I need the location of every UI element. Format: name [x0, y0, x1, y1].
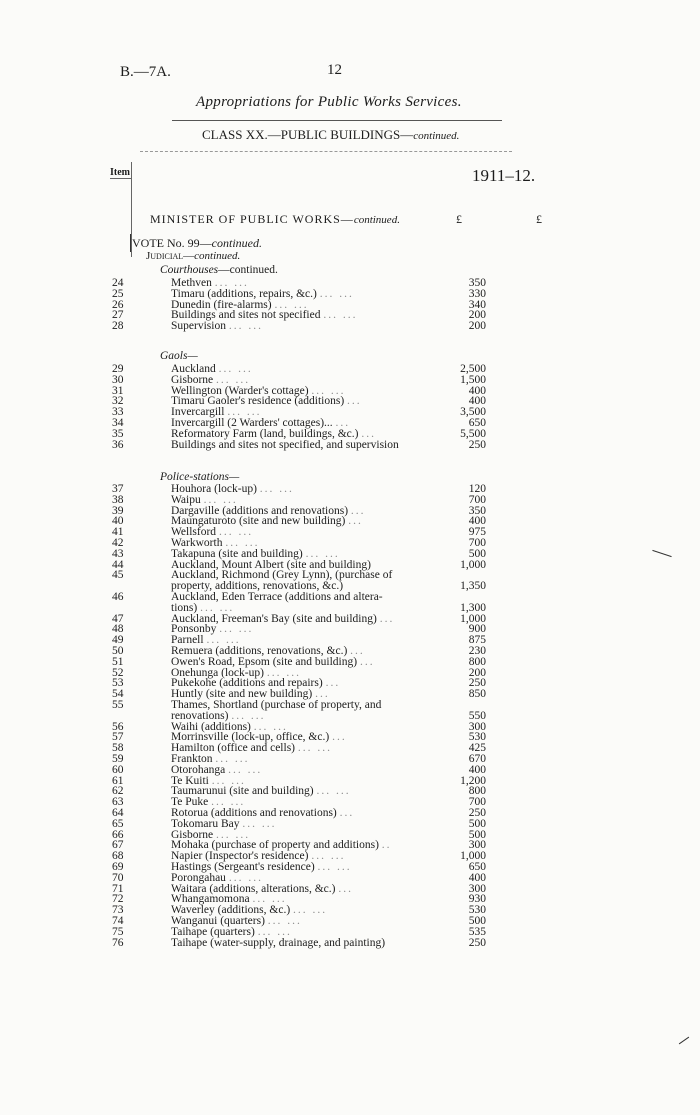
- item-description-text: Supervision: [171, 320, 226, 333]
- item-number: 63: [112, 796, 124, 809]
- police-stations-heading: [160, 471, 239, 483]
- item-amount: 650: [468, 417, 486, 429]
- item-description-text: Auckland, Freeman's Bay (site and building): [171, 612, 377, 625]
- item-amount: 3,500: [460, 406, 486, 419]
- item-number: 73: [112, 904, 124, 917]
- item-number: 40: [112, 515, 124, 528]
- item-leader-dots: ... ...: [323, 309, 358, 322]
- item-number: 60: [112, 763, 124, 776]
- item-amount: 120: [468, 483, 486, 495]
- vote-label: VOTE No. 99—: [132, 236, 212, 250]
- item-description-text: Porongahau: [171, 871, 226, 884]
- item-leader-dots: ... ...: [216, 373, 251, 386]
- item-amount: 1,000: [460, 850, 486, 863]
- item-leader-dots: ... ...: [293, 904, 328, 917]
- item-description-text: Morrinsville (lock-up, office, &c.): [171, 731, 330, 744]
- page-title: Appropriations for Public Works Services.: [196, 94, 462, 110]
- item-amount: 200: [468, 666, 486, 679]
- item-amount: 400: [468, 763, 486, 776]
- item-amount: 1,350: [460, 580, 486, 593]
- item-amount: 250: [468, 677, 486, 690]
- item-description-text: property, additions, renovations, &c.): [171, 580, 344, 593]
- item-header-underline: [110, 178, 131, 179]
- item-number: 68: [112, 850, 124, 863]
- item-amount: 1,200: [460, 774, 486, 787]
- item-number: 37: [112, 483, 124, 495]
- item-amount: 300: [468, 882, 486, 895]
- item-leader-dots: ... ...: [211, 774, 246, 787]
- vote-continued: continued.: [211, 236, 262, 250]
- item-description-text: Ponsonby: [171, 623, 217, 636]
- item-amount: 1,000: [460, 558, 486, 571]
- item-leader-dots: ... ...: [228, 320, 263, 333]
- item-leader-dots: ...: [348, 515, 363, 528]
- item-number: 27: [112, 309, 124, 322]
- minister-continued: continued.: [353, 214, 400, 226]
- item-leader-dots: ... ...: [259, 483, 294, 495]
- item-leader-dots: ...: [338, 882, 353, 895]
- item-number: 35: [112, 427, 124, 440]
- item-amount: 500: [468, 547, 486, 560]
- item-number: 48: [112, 623, 124, 636]
- item-number: 51: [112, 655, 124, 668]
- item-number: 57: [112, 731, 124, 744]
- item-number: 58: [112, 742, 124, 755]
- item-description-text: Taihape (quarters): [171, 925, 255, 938]
- item-amount: 535: [468, 925, 486, 938]
- item-leader-dots: ... ...: [203, 493, 238, 506]
- item-leader-dots: ... ...: [305, 547, 340, 560]
- judicial-label: Judicial—: [146, 250, 195, 262]
- item-leader-dots: ... ...: [211, 796, 246, 809]
- item-leader-dots: ...: [325, 677, 341, 690]
- item-number: 26: [112, 298, 124, 311]
- item-amount: 530: [468, 731, 486, 744]
- item-description-text: Napier (Inspector's residence): [171, 850, 309, 863]
- item-amount: 330: [468, 287, 486, 300]
- item-leader-dots: ...: [335, 417, 351, 429]
- item-description-text: Invercargill (2 Warders' cottages)...: [171, 417, 333, 429]
- item-description-text: Auckland: [171, 363, 216, 375]
- item-leader-dots: ...: [347, 395, 362, 408]
- item-amount: 670: [468, 753, 486, 765]
- item-leader-dots: ... ...: [227, 406, 262, 419]
- item-amount: 400: [468, 515, 486, 528]
- item-number: 66: [112, 828, 124, 841]
- item-number: 32: [112, 395, 124, 408]
- item-description-text: Mohaka (purchase of property and additions): [171, 839, 379, 852]
- item-description-text: Timaru (additions, repairs, &c.): [171, 287, 317, 300]
- item-number: 59: [112, 753, 124, 765]
- item-amount: 500: [468, 817, 486, 830]
- item-number: 53: [112, 677, 124, 690]
- item-description: [171, 937, 385, 949]
- item-leader-dots: ...: [332, 731, 347, 744]
- item-amount: 250: [468, 438, 486, 451]
- item-number: 49: [112, 634, 124, 647]
- item-description-text: Waihi (additions): [171, 720, 251, 733]
- item-amount: 550: [468, 709, 486, 722]
- item-number: 39: [112, 504, 124, 517]
- item-amount: 930: [468, 893, 486, 906]
- item-amount: 530: [468, 904, 486, 917]
- item-leader-dots: ... ...: [267, 915, 302, 927]
- item-description-text: Taumarunui (site and building): [171, 785, 314, 798]
- item-number: 55: [112, 699, 124, 711]
- item-leader-dots: ...: [379, 612, 395, 625]
- item-description-text: Wanganui (quarters): [171, 915, 265, 927]
- item-amount: 1,000: [460, 612, 486, 625]
- item-leader-dots: ...: [339, 807, 355, 819]
- item-number: 75: [112, 925, 124, 938]
- courthouses-heading: [160, 264, 278, 276]
- item-number: 29: [112, 363, 124, 375]
- year-header: 1911–12.: [472, 166, 536, 185]
- item-leader-dots: ... ...: [218, 526, 254, 539]
- item-number: 31: [112, 384, 124, 397]
- item-leader-dots: ...: [350, 645, 365, 657]
- courthouses-label: Courthouses: [160, 264, 219, 276]
- item-description-text: Dargaville (additions and renovations): [171, 504, 349, 517]
- item-number: 46: [112, 591, 124, 603]
- item-description-text: Whangamomona: [171, 893, 250, 906]
- item-leader-dots: ... ...: [316, 785, 351, 798]
- item-amount: 700: [468, 796, 486, 809]
- currency-symbol-1: £: [456, 212, 462, 226]
- item-number: 47: [112, 612, 124, 625]
- item-leader-dots: ... ...: [218, 363, 253, 375]
- item-leader-dots: ... ...: [242, 817, 277, 830]
- item-leader-dots: ...: [315, 688, 330, 701]
- item-description-text: renovations): [171, 709, 229, 722]
- item-description-text: Auckland, Richmond (Grey Lynn), (purchase of: [171, 569, 393, 582]
- item-description-text: Wellsford: [171, 526, 217, 539]
- item-leader-dots: ... ...: [297, 742, 333, 755]
- item-description-text: Buildings and sites not specified, and supervision: [171, 438, 399, 451]
- item-row: [0, 320, 700, 332]
- item-description-text: Buildings and sites not specified: [171, 309, 321, 322]
- item-leader-dots: ... ...: [219, 623, 254, 636]
- item-description-text: Reformatory Farm (land, buildings, &c.): [171, 427, 359, 440]
- header-rule: [140, 151, 512, 152]
- item-number: 28: [112, 320, 124, 333]
- item-leader-dots: ... ...: [225, 537, 260, 549]
- item-leader-dots: ... ...: [266, 666, 301, 679]
- item-amount: 250: [468, 807, 486, 819]
- item-number: 38: [112, 493, 124, 506]
- item-leader-dots: ... ...: [311, 384, 346, 397]
- item-leader-dots: ... ...: [231, 709, 266, 722]
- item-number: 61: [112, 774, 124, 787]
- item-description-text: Warkworth: [171, 537, 223, 549]
- item-amount: 200: [468, 309, 486, 322]
- item-amount: 350: [468, 504, 486, 517]
- item-number: 44: [112, 558, 124, 571]
- item-leader-dots: ... ...: [253, 720, 288, 733]
- gaols-heading: [160, 350, 198, 362]
- item-amount: 425: [468, 742, 486, 755]
- item-description-text: Hamilton (office and cells): [171, 742, 296, 755]
- item-leader-dots: ... ...: [200, 601, 235, 614]
- item-leader-dots: ... ...: [214, 277, 249, 289]
- item-amount: 975: [468, 526, 486, 539]
- item-leader-dots: ... ...: [311, 850, 346, 863]
- item-leader-dots: ..: [381, 839, 392, 852]
- item-description-text: Maungaturoto (site and new building): [171, 515, 346, 528]
- class-label: CLASS XX.—PUBLIC BUILDINGS—: [202, 127, 414, 142]
- item-number: 65: [112, 817, 124, 830]
- item-number: 74: [112, 915, 124, 927]
- item-leader-dots: ... ...: [215, 753, 250, 765]
- item-amount: 700: [468, 537, 486, 549]
- item-description-text: Pukekohe (additions and repairs): [171, 677, 323, 690]
- item-description-text: Te Puke: [171, 796, 209, 809]
- item-amount: 250: [468, 936, 486, 949]
- item-description-text: Auckland, Mount Albert (site and building): [171, 558, 371, 571]
- item-description-text: tions): [171, 601, 198, 614]
- item-description-text: Gisborne: [171, 828, 214, 841]
- item-number: 34: [112, 417, 124, 429]
- currency-symbol-2: £: [536, 212, 542, 226]
- item-number: 36: [112, 438, 124, 451]
- item-amount: 300: [468, 720, 486, 733]
- item-number: 25: [112, 287, 124, 300]
- item-amount: 650: [468, 861, 486, 873]
- item-description-text: Huntly (site and new building): [171, 688, 313, 701]
- item-leader-dots: ...: [361, 427, 376, 440]
- item-description-text: Hastings (Sergeant's residence): [171, 861, 315, 873]
- minister-label: MINISTER OF PUBLIC WORKS—: [150, 212, 354, 226]
- item-number: 52: [112, 666, 124, 679]
- item-number: 54: [112, 688, 124, 701]
- item-number: 62: [112, 785, 124, 798]
- item-number: 41: [112, 526, 124, 539]
- item-amount: 1,300: [460, 601, 486, 614]
- item-description-text: Waipu: [171, 493, 201, 506]
- item-amount: 500: [468, 915, 486, 927]
- item-leader-dots: ...: [350, 504, 366, 517]
- item-description-text: Waverley (additions, &c.): [171, 904, 291, 917]
- item-description-text: Te Kuiti: [171, 774, 209, 787]
- item-description-text: Thames, Shortland (purchase of property, and: [171, 699, 382, 711]
- item-number: 76: [112, 936, 124, 949]
- item-row: [0, 439, 700, 451]
- item-number: 45: [112, 569, 124, 582]
- item-column-header: Item: [110, 167, 130, 178]
- judicial-continued: continued.: [194, 250, 241, 262]
- item-amount: 500: [468, 828, 486, 841]
- item-description-text: Wellington (Warder's cottage): [171, 384, 309, 397]
- class-heading: [202, 127, 459, 143]
- item-amount: 400: [468, 395, 486, 408]
- item-number: 67: [112, 839, 124, 852]
- item-description-text: Takapuna (site and building): [171, 547, 303, 560]
- item-number: 69: [112, 861, 124, 873]
- item-description-text: Houhora (lock-up): [171, 483, 257, 495]
- item-description-text: Frankton: [171, 753, 213, 765]
- item-amount: 200: [468, 320, 486, 333]
- document-reference: B.—7A.: [120, 64, 171, 80]
- item-number: 64: [112, 807, 124, 819]
- item-leader-dots: ...: [359, 655, 375, 668]
- item-description-text: Auckland, Eden Terrace (additions and altera-: [171, 591, 383, 603]
- margin-mark-bottom: [679, 1037, 689, 1045]
- item-leader-dots: ... ...: [319, 287, 354, 300]
- item-number: 50: [112, 645, 124, 657]
- item-amount: 800: [468, 655, 486, 668]
- item-number: 43: [112, 547, 124, 560]
- item-leader-dots: ... ...: [228, 763, 263, 776]
- minister-heading: [150, 212, 400, 227]
- item-leader-dots: ... ...: [274, 298, 309, 311]
- item-description-text: Waitara (additions, alterations, &c.): [171, 882, 336, 895]
- item-amount: 875: [468, 634, 486, 647]
- item-leader-dots: ... ...: [216, 828, 251, 841]
- page-number: 12: [327, 62, 342, 78]
- item-leader-dots: ... ...: [228, 871, 263, 884]
- item-number: 71: [112, 882, 124, 895]
- vote-heading: [132, 236, 262, 251]
- item-description-text: Rotorua (additions and renovations): [171, 807, 337, 819]
- item-amount: 800: [468, 785, 486, 798]
- item-leader-dots: ... ...: [252, 893, 287, 906]
- item-amount: 400: [468, 871, 486, 884]
- gaols-label: Gaols—: [160, 350, 198, 362]
- item-description-text: Owen's Road, Epsom (site and building): [171, 655, 358, 668]
- item-number: 33: [112, 406, 124, 419]
- item-description-text: Otorohanga: [171, 763, 226, 776]
- item-amount: 1,500: [460, 373, 486, 386]
- item-amount: 2,500: [460, 363, 486, 375]
- item-amount: 300: [468, 839, 486, 852]
- item-amount: 350: [468, 277, 486, 289]
- item-description-text: Taihape (water-supply, drainage, and painting): [171, 936, 386, 949]
- item-description-text: Tokomaru Bay: [171, 817, 240, 830]
- item-number: 30: [112, 373, 124, 386]
- item-number: 42: [112, 537, 124, 549]
- item-leader-dots: ... ...: [317, 861, 352, 873]
- item-amount: 850: [468, 688, 486, 701]
- item-description-text: Invercargill: [171, 406, 225, 419]
- item-number: 56: [112, 720, 124, 733]
- item-description-text: Parnell: [171, 634, 204, 647]
- item-description: [171, 320, 263, 332]
- item-description-text: Remuera (additions, renovations, &c.): [171, 645, 348, 657]
- police-stations-label: Police-stations—: [160, 471, 240, 483]
- item-leader-dots: ... ...: [206, 634, 241, 647]
- item-amount: 400: [468, 384, 486, 397]
- vote-bracket: [130, 234, 131, 252]
- item-amount: 340: [468, 298, 486, 311]
- judicial-heading: [146, 250, 240, 262]
- item-amount: 5,500: [460, 427, 486, 440]
- item-amount: 230: [468, 645, 486, 657]
- item-description-text: Dunedin (fire-alarms): [171, 298, 272, 311]
- item-number: 70: [112, 871, 124, 884]
- courthouses-suffix: —continued.: [218, 264, 278, 276]
- item-amount: 700: [468, 493, 486, 506]
- item-description-text: Methven: [171, 277, 212, 289]
- item-number: 24: [112, 277, 124, 289]
- item-number: 72: [112, 893, 124, 906]
- item-description-text: Gisborne: [171, 373, 214, 386]
- item-description-text: Timaru Gaoler's residence (additions): [171, 395, 345, 408]
- item-row: [0, 937, 700, 949]
- item-leader-dots: ... ...: [257, 925, 292, 938]
- class-continued: continued.: [413, 130, 460, 142]
- item-description: [171, 439, 399, 451]
- title-rule: [172, 120, 502, 121]
- item-description-text: Onehunga (lock-up): [171, 666, 264, 679]
- item-amount: 900: [468, 623, 486, 636]
